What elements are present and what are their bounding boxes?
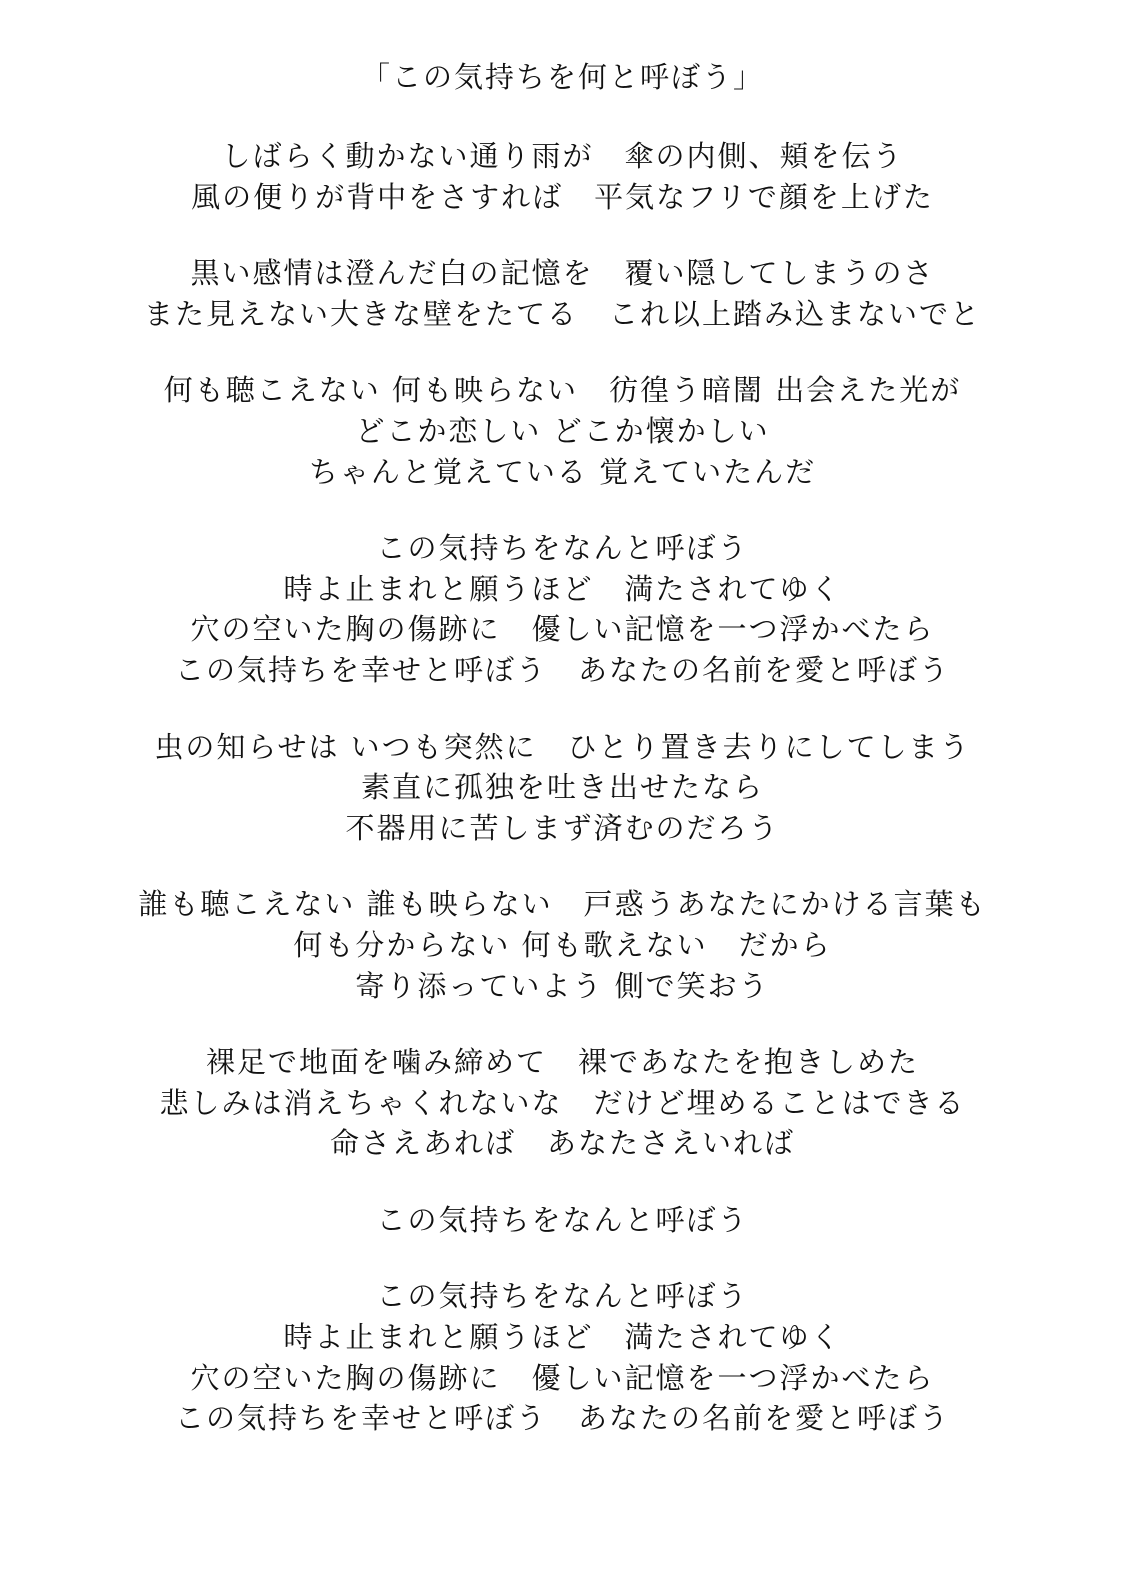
stanza-7 — [0, 1042, 1125, 1164]
lyric-line: この気持ちを幸せと呼ぼう あなたの名前を愛と呼ぼう — [174, 652, 950, 687]
stanza-5 — [0, 727, 1125, 849]
lyric-line: 虫の知らせは いつも突然に ひとり置き去りにしてしまう — [154, 729, 971, 764]
lyric-line: 穴の空いた胸の傷跡に 優しい記憶を一つ浮かべたら — [190, 1360, 935, 1395]
stanza-6 — [0, 884, 1125, 1006]
stanza-4-chorus — [0, 528, 1125, 690]
stanza-9-chorus — [0, 1276, 1125, 1438]
lyric-line: 悲しみは消えちゃくれないな だけど埋めることはできる — [159, 1085, 966, 1120]
stanza-2 — [0, 253, 1125, 334]
lyric-line: 素直に孤独を吐き出せたなら — [360, 770, 764, 805]
stanza-8 — [0, 1200, 1125, 1241]
lyric-line: 誰も聴こえない 誰も映らない 戸惑うあなたにかける言葉も — [138, 887, 987, 922]
lyric-line: この気持ちをなんと呼ぼう — [376, 1279, 749, 1314]
lyric-line: ちゃんと覚えている 覚えていたんだ — [308, 454, 817, 489]
lyric-line: この気持ちをなんと呼ぼう — [376, 531, 749, 566]
lyric-line: 時よ止まれと願うほど 満たされてゆく — [283, 571, 842, 606]
stanza-1 — [0, 136, 1125, 217]
lyric-line: しばらく動かない通り雨が 傘の内側、頬を伝う — [221, 139, 904, 173]
lyric-line: 黒い感情は澄んだ白の記憶を 覆い隠してしまうのさ — [190, 256, 935, 291]
lyric-line: 穴の空いた胸の傷跡に 優しい記憶を一つ浮かべたら — [190, 612, 935, 647]
lyric-line: どこか恋しい どこか懐かしい — [355, 413, 770, 448]
lyric-line: この気持ちを幸せと呼ぼう あなたの名前を愛と呼ぼう — [174, 1401, 950, 1436]
lyric-line: 時よ止まれと願うほど 満たされてゆく — [283, 1320, 842, 1355]
lyric-line: 寄り添っていよう 側で笑おう — [355, 968, 770, 1003]
stanza-3 — [0, 370, 1125, 492]
lyric-line: 風の便りが背中をさすれば 平気なフリで顔を上げた — [191, 179, 934, 214]
lyric-line: この気持ちをなんと呼ぼう — [376, 1202, 749, 1237]
lyric-line: 何も聴こえない 何も映らない 彷徨う暗闇 出会えた光が — [163, 373, 962, 408]
lyric-line: 不器用に苦しまず済むのだろう — [345, 810, 780, 845]
song-title: 「この気持ちを何と呼ぼう」 — [360, 60, 764, 94]
lyric-line: 命さえあれば あなたさえいれば — [329, 1126, 795, 1161]
lyric-line: 何も分からない 何も歌えない だから — [293, 927, 832, 962]
lyric-line: 裸足で地面を噛み締めて 裸であなたを抱きしめた — [205, 1045, 919, 1080]
lyric-line: また見えない大きな壁をたてる これ以上踏み込まないでと — [143, 296, 981, 331]
